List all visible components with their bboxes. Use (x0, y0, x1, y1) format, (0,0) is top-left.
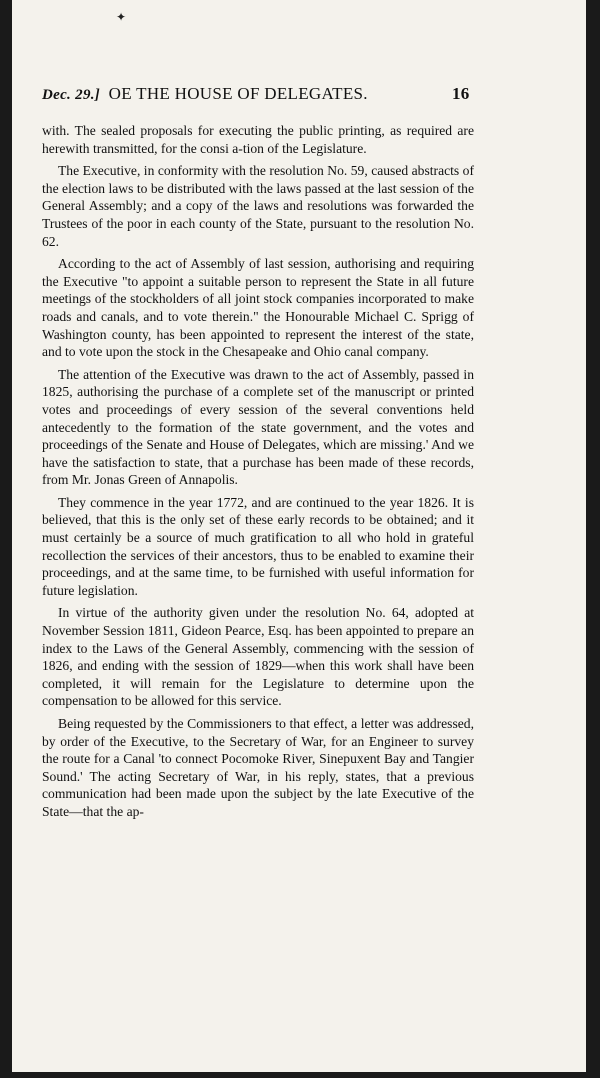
scan-edge-left (0, 0, 12, 1078)
scan-edge-right (586, 0, 600, 1078)
body-text (42, 122, 474, 826)
paragraph: The attention of the Executive was drawn to the act of Assembly, passed in 1825, authorising the purchase of a complete set of the manuscript or printed votes and proceedings of every session of the several conventions held antecedently to the formation of the state government, and the votes and proceedings of the Senate and House of Delegates, which are missing.' And we have the satisfaction to state, that a purchase has been made of these records, from Mr. Jonas Green of Annapolis. (42, 366, 474, 488)
page-number: 16 (452, 84, 470, 103)
header-title: OE THE HOUSE OF DELEGATES. (108, 84, 368, 103)
header-date: Dec. 29.] (42, 87, 101, 103)
paragraph: According to the act of Assembly of last session, authorising and requiring the Executive "to appoint a suitable person to represent the State in all future meetings of the stockholders of all joint stock companies incorporated to make roads and canals, and to vote therein." the Honourable Michael C. Sprigg of Washington county, has been appointed to represent the interest of the state, and to vote upon the stock in the Chesapeake and Ohio canal company. (42, 256, 474, 360)
paragraph: In virtue of the authority given under the resolution No. 64, adopted at November Session 1811, Gideon Pearce, Esq. has been appointed to prepare an index to the Laws of the General Assembly, commencing with the session of 1826, and ending with the session of 1829—when this work shall have been completed, it will remain for the Legislature to determine upon the compensation to be allowed for this service. (42, 605, 474, 709)
running-header (42, 84, 482, 104)
paragraph: The Executive, in conformity with the resolution No. 59, caused abstracts of the election laws to be distributed with the laws passed at the last session of the General Assembly; and a copy of the laws and resolutions was forwarded the Trustees of the poor in each county of the State, pursuant to the resolution No. 62. (42, 163, 474, 249)
ink-mark: ✦ (116, 10, 127, 24)
paragraph: They commence in the year 1772, and are continued to the year 1826. It is believed, that this is the only set of these early records to be obtained; and it must certainly be a source of much gratification to all who hold in grateful recollection the services of their ancestors, thus to be enabled to examine their proceedings, and at the same time, to be furnished with useful information for future legislation. (42, 494, 474, 598)
paragraph: Being requested by the Commissioners to that effect, a letter was addressed, by order of the Executive, to the Secretary of War, for an Engineer to survey the route for a Canal 'to connect Pocomoke River, Sinepuxent Bay and Tangier Sound.' The acting Secretary of War, in his reply, states, that a previous communication had been made upon the subject by the late Executive of the State—that the ap- (42, 716, 474, 819)
ink-mark: † (566, 4, 573, 20)
scan-edge-bottom (0, 1072, 600, 1078)
paragraph: with. The sealed proposals for executing the public printing, as required are herewith transmitted, for the consi a-tion of the Legislature. (42, 123, 474, 156)
